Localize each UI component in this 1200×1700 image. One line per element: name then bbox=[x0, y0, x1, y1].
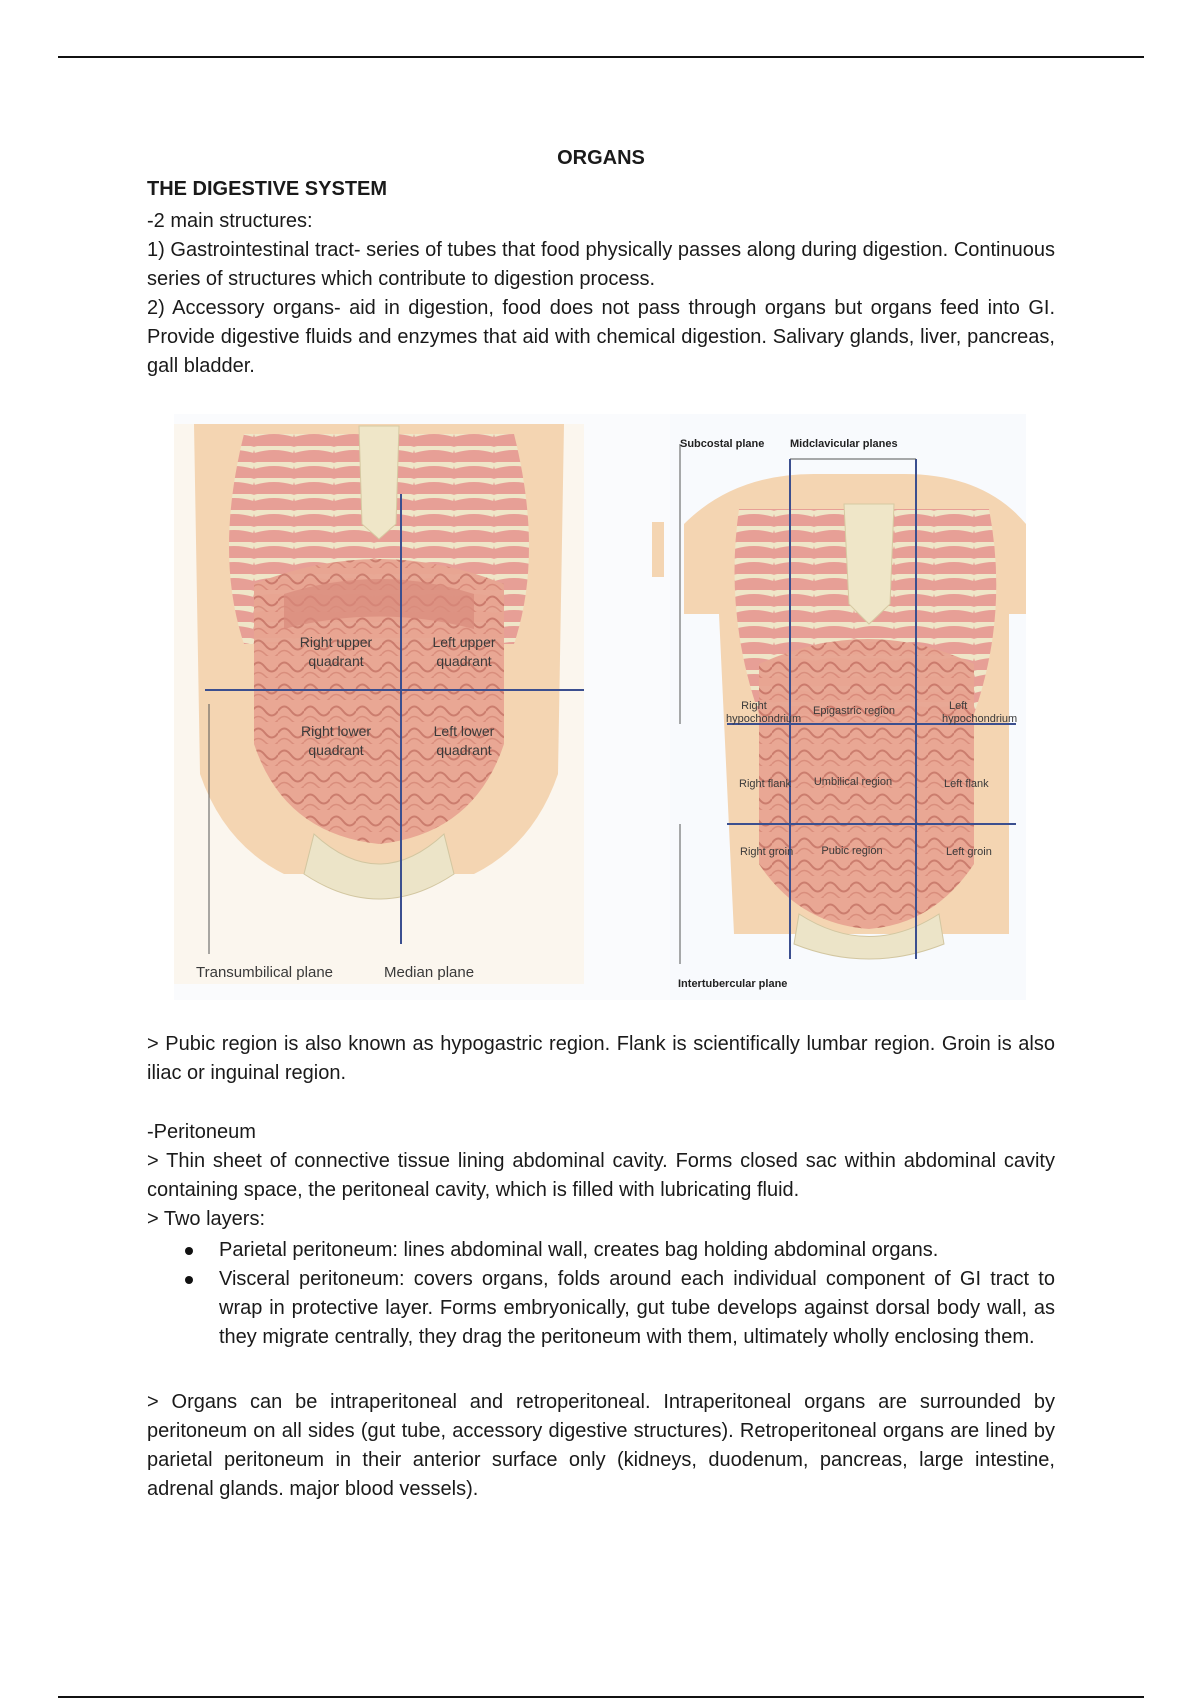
label-midclavicular-planes: Midclavicular planes bbox=[790, 438, 898, 450]
two-layers-line: > Two layers: bbox=[147, 1208, 266, 1230]
list-item: Parietal peritoneum: lines abdominal wall, creates bag holding abdominal organs. bbox=[147, 1236, 1055, 1265]
intro-line: -2 main structures: bbox=[147, 210, 313, 232]
label-right-hypochondrium: Right bbox=[741, 700, 767, 712]
label-umbilical-region: Umbilical region bbox=[813, 776, 893, 788]
label-subcostal-plane: Subcostal plane bbox=[680, 438, 765, 450]
label-left-hypochondrium-2: hypochondrium bbox=[942, 713, 1018, 725]
label-right-hypochondrium-2: hypochondrium bbox=[726, 713, 802, 725]
bullet-icon bbox=[185, 1247, 193, 1255]
list-item: Visceral peritoneum: covers organs, folds around each individual component of GI tract to wrap in protective layer. Forms embryonically, gut tube develops against dorsal body wall, as they migrate centrally, they drag the peritoneum with them, ultimately wholly enclosing them. bbox=[147, 1265, 1055, 1352]
label-right-groin: Right groin bbox=[740, 846, 794, 858]
peritoneum-description: > Thin sheet of connective tissue lining abdominal cavity. Forms closed sac within abdominal cavity containing space, the peritoneal cavity, which is filled with lubricating fluid. bbox=[147, 1150, 1055, 1201]
abdominal-regions-figure bbox=[174, 414, 1026, 1000]
layers-list bbox=[147, 1236, 1055, 1352]
label-left-upper-2: quadrant bbox=[436, 653, 492, 669]
label-left-hypochondrium: Left bbox=[949, 700, 968, 712]
label-right-upper-2: quadrant bbox=[308, 653, 364, 669]
peritoneum-heading: -Peritoneum bbox=[147, 1121, 256, 1143]
organs-note: > Organs can be intraperitoneal and retroperitoneal. Intraperitoneal organs are surrounded by peritoneum on all sides (gut tube, accessory digestive structures). Retroperitoneal organs are lined by parietal peritoneum in their anterior surface only (kidneys, duodenum, pancreas, large intestine, adrenal glands. major blood vessels). bbox=[147, 1391, 1055, 1500]
label-pubic-region: Pubic region bbox=[821, 845, 883, 857]
label-left-upper: Left upper bbox=[432, 634, 496, 650]
point-accessory-organs: 2) Accessory organs- aid in digestion, food does not pass through organs but organs feed into GI. Provide digestive fluids and enzymes that aid with chemical digestion. Salivary glands, liver, pancreas, gall bladder. bbox=[147, 297, 1055, 377]
quadrant-panel bbox=[174, 424, 584, 984]
page-title: ORGANS bbox=[557, 147, 645, 169]
label-epigastric-region: Epigastric region bbox=[813, 705, 895, 717]
bullet-icon bbox=[185, 1276, 193, 1284]
label-left-lower: Left lower bbox=[433, 723, 495, 739]
label-left-flank: Left flank bbox=[944, 778, 989, 790]
label-left-lower-2: quadrant bbox=[436, 742, 492, 758]
point-gi-tract: 1) Gastrointestinal tract- series of tubes that food physically passes along during digestion. Continuous series of structures which contribute to digestion process. bbox=[147, 239, 1055, 290]
label-median-plane: Median plane bbox=[384, 964, 475, 981]
nine-region-panel bbox=[670, 414, 1026, 1000]
region-note: > Pubic region is also known as hypogastric region. Flank is scientifically lumbar region. Groin is also iliac or inguinal region. bbox=[147, 1033, 1055, 1084]
label-transumbilical-plane: Transumbilical plane bbox=[196, 964, 334, 981]
label-left-groin: Left groin bbox=[946, 846, 992, 858]
label-intertubercular-plane: Intertubercular plane bbox=[678, 978, 788, 990]
abdominal-regions-illustration bbox=[174, 414, 1026, 1000]
bottom-rule bbox=[58, 1696, 1144, 1698]
label-right-lower-2: quadrant bbox=[308, 742, 364, 758]
top-rule bbox=[58, 56, 1144, 58]
label-right-upper: Right upper bbox=[299, 634, 373, 650]
section-title: THE DIGESTIVE SYSTEM bbox=[147, 178, 388, 200]
label-right-lower: Right lower bbox=[300, 723, 372, 739]
label-right-flank: Right flank bbox=[739, 778, 791, 790]
